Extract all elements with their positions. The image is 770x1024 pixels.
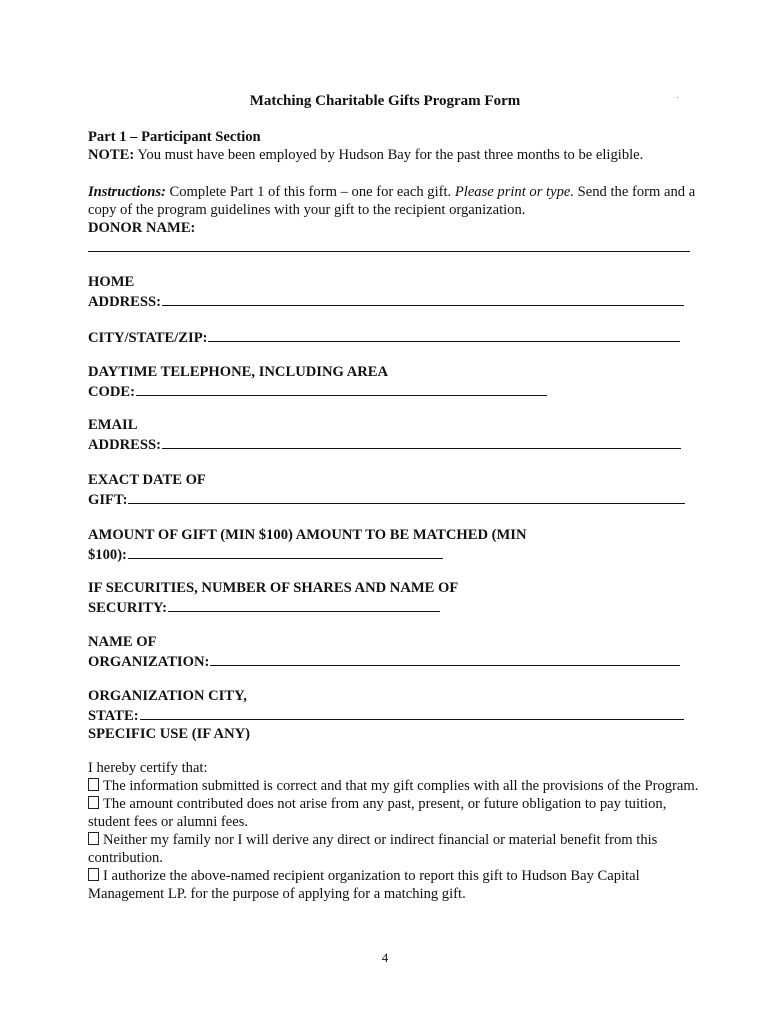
phone-label-1: DAYTIME TELEPHONE, INCLUDING AREA [88,364,389,380]
organization-city-group [88,687,700,743]
amount-label-2: $100): [88,547,127,563]
certify-item-text: I authorize the above-named recipient organization to report this gift to Hudson Bay Capital Management LP. for the purpose of applying for a matching gift. [88,868,640,902]
certify-item-text: The information submitted is correct and that my gift complies with all the provisions of the Program. [103,778,699,794]
securities-group [88,579,700,617]
checkbox[interactable] [88,778,99,791]
home-label: HOME [88,274,135,290]
email-label-1: EMAIL [88,417,138,433]
phone-label-2: CODE: [88,384,136,400]
note-line [88,146,700,164]
city-state-zip-group [88,327,700,347]
instructions-text-2: Send the form and a copy of the program guidelines with your gift to the recipient organization. [88,184,696,218]
home-address-field[interactable] [162,291,684,306]
email-field[interactable] [162,434,681,449]
organization-label-1: NAME OF [88,634,157,650]
gift-date-field[interactable] [128,489,685,504]
amount-label-1: AMOUNT OF GIFT (MIN $100) AMOUNT TO BE MATCHED (MIN [88,527,527,543]
certify-item-text: Neither my family nor I will derive any direct or indirect financial or material benefit from this contribution. [88,832,658,866]
intro-section [88,128,700,164]
organization-city-label-2: STATE: [88,708,139,724]
certify-item [88,777,700,795]
gift-date-group [88,471,700,509]
page-number: 4 [381,950,389,965]
instructions [88,183,700,252]
checkbox[interactable] [88,868,99,881]
phone-group [88,363,700,401]
note-text: You must have been employed by Hudson Bay for the past three months to be eligible. [134,147,644,163]
certify-item [88,795,700,831]
instructions-text-1: Complete Part 1 of this form – one for each gift. [165,184,455,200]
form-title: Matching Charitable Gifts Program Form [249,93,521,109]
certify-item-text: The amount contributed does not arise from any past, present, or future obligation to pay tuition, student fees or alumni fees. [88,796,667,830]
email-label-2: ADDRESS: [88,437,161,453]
donor-name-field[interactable] [88,237,690,252]
scan-mark: · [676,93,680,104]
specific-use-label: SPECIFIC USE (IF ANY) [88,726,251,742]
securities-label-1: IF SECURITIES, NUMBER OF SHARES AND NAME OF [88,580,459,596]
gift-date-label-2: GIFT: [88,492,128,508]
checkbox[interactable] [88,832,99,845]
certify-intro: I hereby certify that: [88,760,208,776]
securities-label-2: SECURITY: [88,600,167,616]
note-label: NOTE: [88,147,135,163]
gift-date-label-1: EXACT DATE OF [88,472,206,488]
organization-group [88,633,700,671]
organization-city-label-1: ORGANIZATION CITY, [88,688,247,704]
donor-name-label: DONOR NAME: [88,220,196,236]
part-heading: Part 1 – Participant Section [88,129,261,145]
address-label: ADDRESS: [88,294,161,310]
amount-group [88,526,700,564]
organization-field[interactable] [210,651,680,666]
certify-item [88,831,700,867]
checkbox[interactable] [88,796,99,809]
amount-field[interactable] [128,544,443,559]
instructions-italic: Please print or type. [454,184,575,200]
certify-item [88,867,700,903]
phone-field[interactable] [136,381,547,396]
city-state-zip-label: CITY/STATE/ZIP: [88,330,208,346]
instructions-label: Instructions: [88,184,166,200]
email-group [88,416,700,454]
home-address-group [88,273,700,311]
certification-section [88,759,700,903]
organization-label-2: ORGANIZATION: [88,654,210,670]
city-state-zip-field[interactable] [208,327,680,342]
securities-field[interactable] [168,597,440,612]
organization-city-field[interactable] [140,705,684,720]
